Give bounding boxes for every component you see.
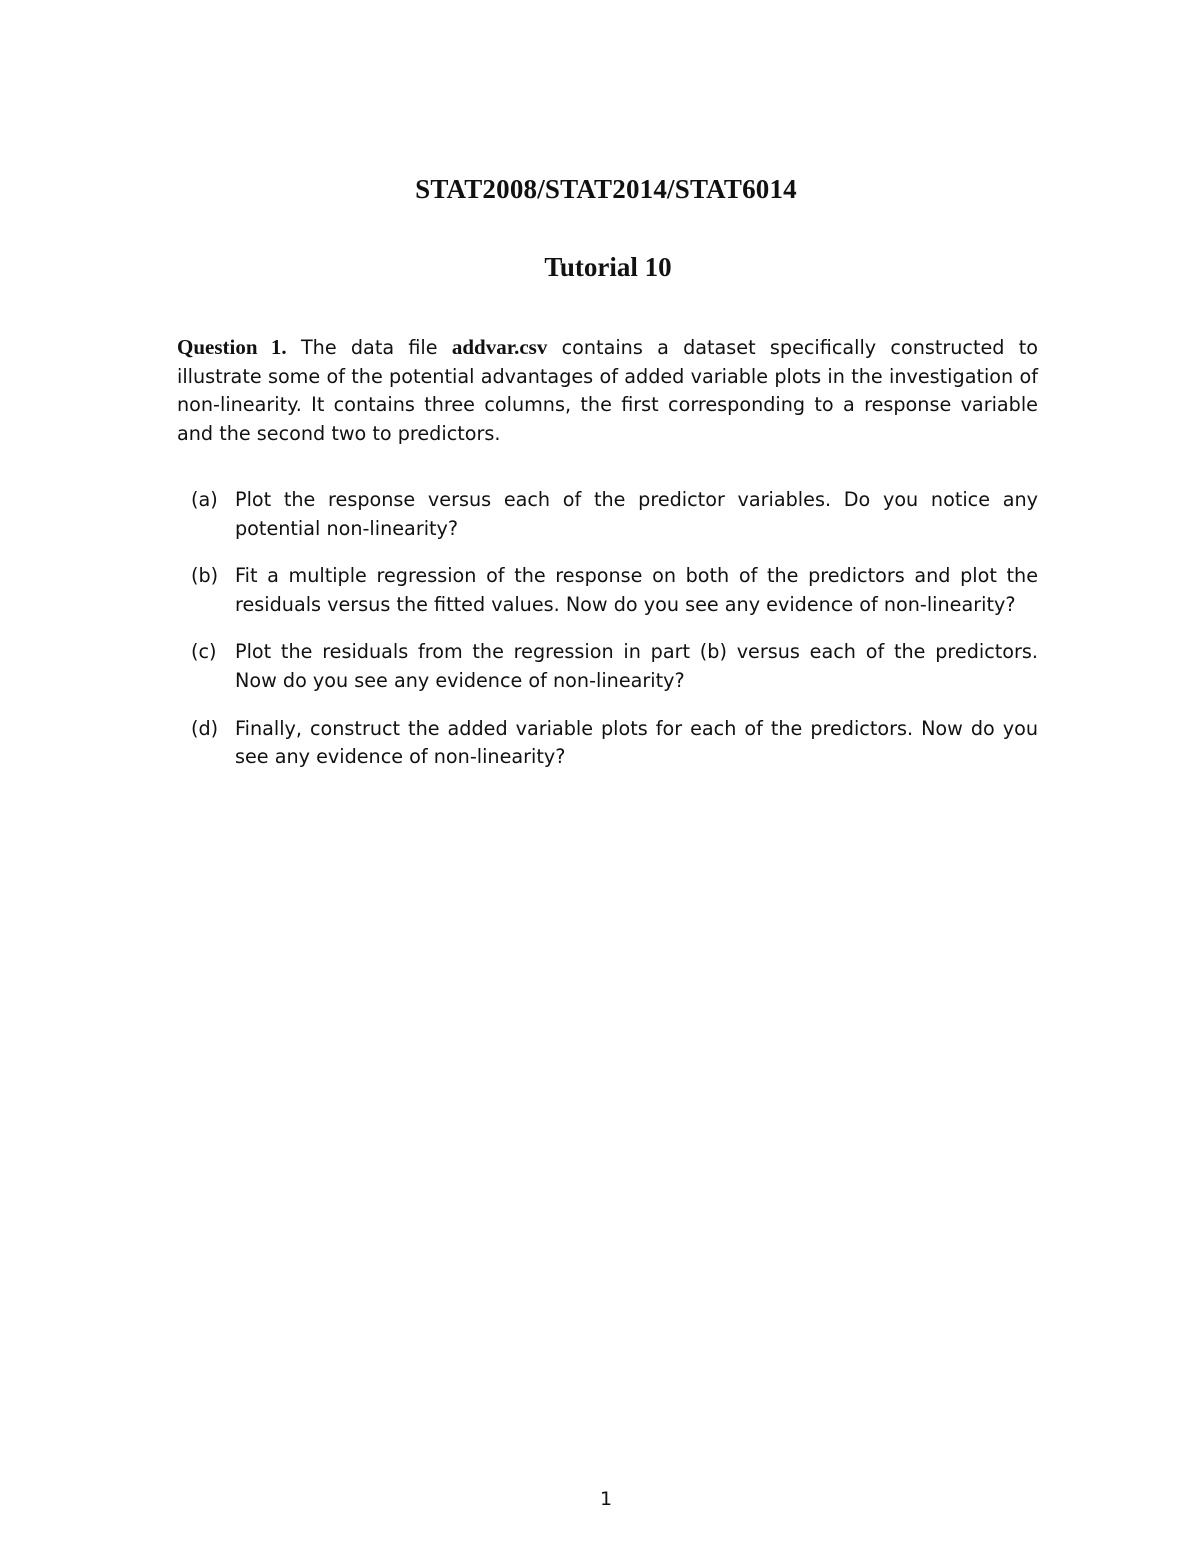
data-filename: addvar.csv: [451, 335, 548, 359]
tutorial-heading: Tutorial 10: [544, 252, 672, 282]
course-codes-heading: STAT2008/STAT2014/STAT6014: [415, 174, 797, 204]
question-intro-after: contains a dataset specifically constructed to illustrate some of the potential advantages of added variable plots in the investigation of non-linearity. It contains three columns, the first corresponding to a response variable and the second two to predictors.: [177, 336, 1039, 445]
question-1-paragraph: [177, 333, 1038, 448]
question-label: Question 1.: [177, 335, 287, 359]
question-part-c: [177, 638, 1038, 695]
question-parts-list: [177, 486, 1038, 791]
part-text: Plot the response versus each of the predictor variables. Do you notice any potential non-linearity?: [235, 488, 1038, 540]
part-text: Fit a multiple regression of the response on both of the predictors and plot the residuals versus the fitted values. Now do you see any evidence of non-linearity?: [235, 564, 1038, 616]
part-text: Finally, construct the added variable plots for each of the predictors. Now do you see any evidence of non-linearity?: [235, 716, 1038, 769]
page-number: 1: [599, 1488, 613, 1510]
part-text: Plot the residuals from the regression in part (b) versus each of the predictors. Now do you see any evidence of non-linearity?: [235, 640, 1038, 692]
question-part-b: [177, 562, 1038, 619]
question-intro-before: The data file: [300, 336, 438, 359]
question-part-d: [177, 715, 1038, 772]
part-label: (c): [191, 640, 217, 664]
part-label: (b): [191, 564, 219, 588]
part-label: (a): [191, 488, 218, 511]
question-part-a: [177, 486, 1038, 543]
part-label: (d): [191, 716, 219, 740]
